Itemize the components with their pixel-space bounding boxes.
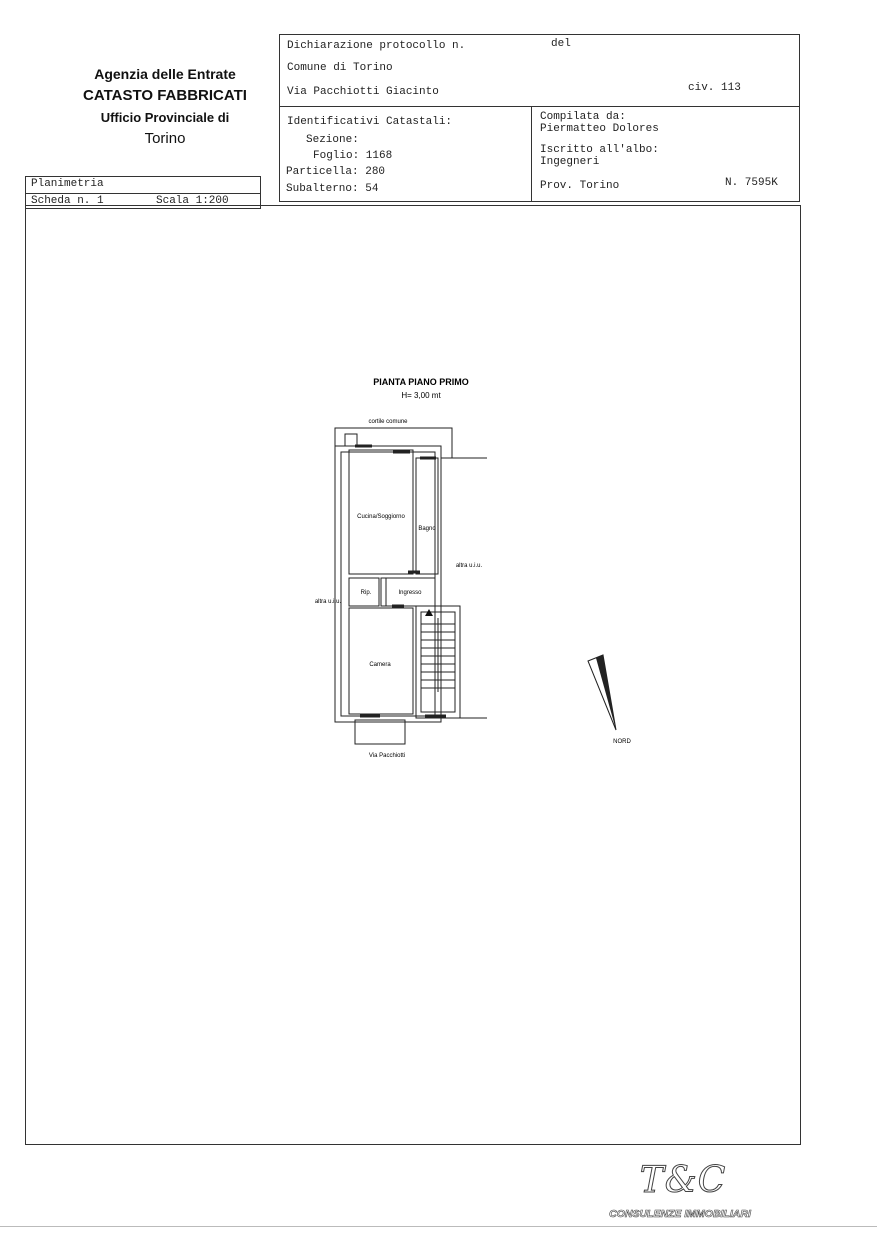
street-label: Via Pacchiotti <box>368 753 406 759</box>
catasto-title: CATASTO FABBRICATI <box>83 87 247 104</box>
courtyard-label: cortile comune <box>368 419 408 425</box>
ufficio-label: Ufficio Provinciale di <box>100 110 230 125</box>
unit-outer-wall <box>335 446 441 722</box>
iscritto-label: Iscritto all'albo: <box>540 144 659 156</box>
entrance-label: Ingresso <box>398 590 422 596</box>
stair-treads <box>421 618 455 692</box>
bedroom-label: Camera <box>369 662 391 668</box>
civic-number: civ. 113 <box>688 82 741 94</box>
protocol-label: Dichiarazione protocollo n. <box>287 40 466 52</box>
agency-name: Agenzia delle Entrate <box>94 66 236 82</box>
compilata-name: Piermatteo Dolores <box>540 123 659 135</box>
compilata-label: Compilata da: <box>540 111 626 123</box>
province-label: Prov. Torino <box>540 180 620 192</box>
protocol-date-label: del <box>551 38 571 50</box>
particella-label: Particella: 280 <box>286 166 386 178</box>
kitchen-label: Cucina/Soggiorno <box>357 514 405 520</box>
planimetria-label: Planimetria <box>31 178 104 190</box>
bathroom-label: Bagno <box>418 526 436 532</box>
sezione-label: Sezione: <box>306 134 359 146</box>
plan-title: PIANTA PIANO PRIMO <box>373 377 469 387</box>
registration-number: N. 7595K <box>725 177 778 189</box>
tc-logo: T&C <box>639 1160 727 1201</box>
logo-subtitle: CONSULENZE IMMOBILIARI <box>609 1208 751 1220</box>
scheda-number: Scheda n. 1 <box>31 195 104 207</box>
albo-value: Ingegneri <box>540 156 600 168</box>
scale-label: Scala 1:200 <box>156 195 229 207</box>
comune-label: Comune di Torino <box>287 62 393 74</box>
subalterno-label: Subalterno: 54 <box>286 183 379 195</box>
neighbor-left-label: altra u.i.u. <box>314 599 342 605</box>
courtyard-pillar <box>345 434 357 446</box>
north-label: NORD <box>613 739 631 745</box>
bedroom-room <box>349 608 413 714</box>
identificativi-title: Identificativi Catastali: <box>287 116 453 128</box>
footer-rule <box>0 1226 877 1227</box>
north-arrow-icon <box>588 655 616 730</box>
plan-height: H= 3,00 mt <box>401 391 441 400</box>
city-label: Torino <box>144 130 186 147</box>
storage-label: Rip. <box>360 590 372 596</box>
address-label: Via Pacchiotti Giacinto <box>287 86 439 98</box>
kitchen-room <box>349 450 413 574</box>
foglio-label: Foglio: 1168 <box>313 150 393 162</box>
balcony <box>355 720 405 744</box>
neighbor-right-label: altra u.i.u. <box>455 563 483 569</box>
